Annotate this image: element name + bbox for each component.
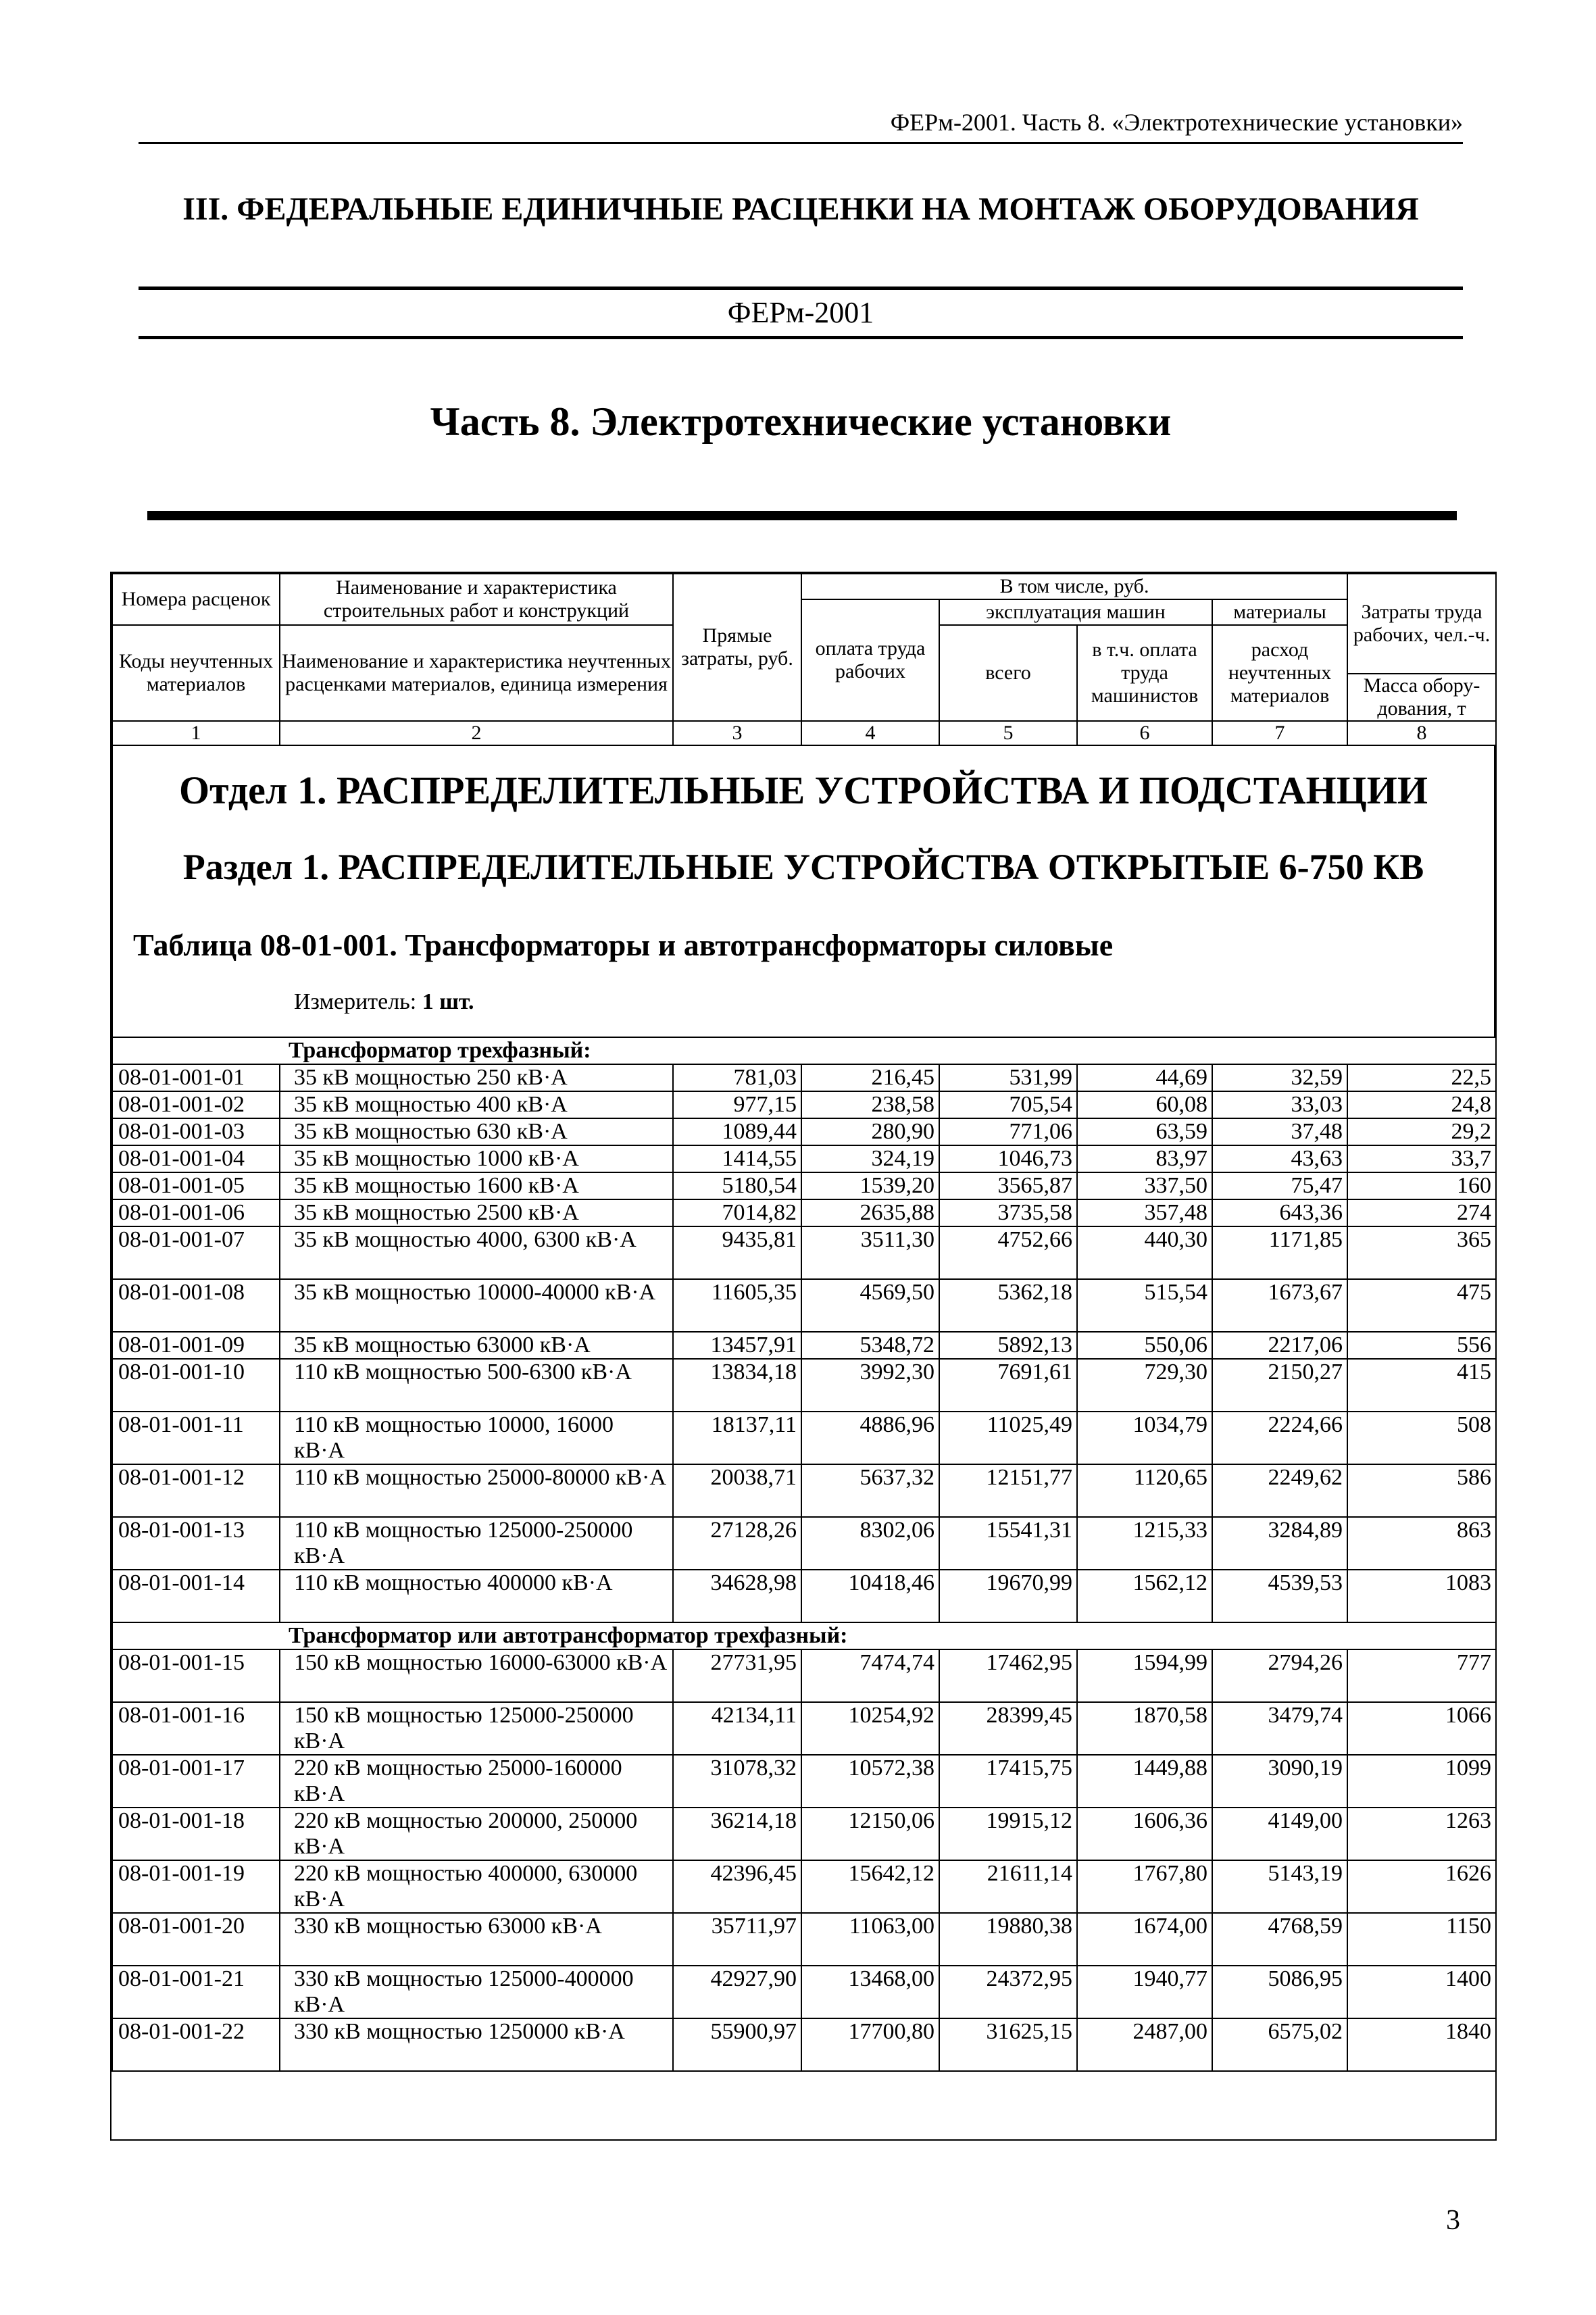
value-c8: 1400 xyxy=(1347,1966,1496,2018)
work-name: 330 кВ мощностью 63000 кВ·А xyxy=(280,1913,673,1966)
data-body xyxy=(112,1037,1496,2071)
work-name: 35 кВ мощностью 10000-40000 кВ·А xyxy=(280,1279,673,1332)
value-c5: 21611,14 xyxy=(939,1860,1077,1913)
value-c7: 3090,19 xyxy=(1212,1755,1347,1808)
table-row xyxy=(112,1570,1496,1622)
table-row xyxy=(112,1064,1496,1091)
value-c8: 274 xyxy=(1347,1199,1496,1226)
value-c8: 1840 xyxy=(1347,2018,1496,2071)
work-name: 220 кВ мощностью 400000, 630000 кВ·А xyxy=(280,1860,673,1913)
value-c6: 1120,65 xyxy=(1077,1464,1212,1517)
value-c3: 1089,44 xyxy=(673,1118,801,1145)
table-row xyxy=(112,1966,1496,2018)
value-c4: 8302,06 xyxy=(801,1517,939,1570)
value-c8: 777 xyxy=(1347,1649,1496,1702)
value-c8: 33,7 xyxy=(1347,1145,1496,1172)
value-c6: 1940,77 xyxy=(1077,1966,1212,2018)
value-c5: 28399,45 xyxy=(939,1702,1077,1755)
group-row xyxy=(112,1622,1496,1649)
value-c7: 43,63 xyxy=(1212,1145,1347,1172)
hdr-work-name: Наименование и характеристика строительных работ и конструкций xyxy=(280,574,673,625)
value-c4: 10254,92 xyxy=(801,1702,939,1755)
table-row xyxy=(112,1649,1496,1702)
hdr-num: 2 xyxy=(280,721,673,745)
value-c8: 863 xyxy=(1347,1517,1496,1570)
hdr-direct-costs: Прямые затраты, руб. xyxy=(673,574,801,721)
rate-code: 08-01-001-22 xyxy=(112,2018,280,2071)
table-row xyxy=(112,1199,1496,1226)
table-row xyxy=(112,1464,1496,1517)
work-name: 110 кВ мощностью 25000-80000 кВ·А xyxy=(280,1464,673,1517)
value-c8: 29,2 xyxy=(1347,1118,1496,1145)
table-row xyxy=(112,1118,1496,1145)
value-c8: 1263 xyxy=(1347,1808,1496,1860)
rate-code: 08-01-001-08 xyxy=(112,1279,280,1332)
value-c3: 27128,26 xyxy=(673,1517,801,1570)
hdr-num: 7 xyxy=(1212,721,1347,745)
value-c6: 83,97 xyxy=(1077,1145,1212,1172)
hdr-machines: эксплуатация машин xyxy=(939,599,1212,625)
value-c7: 2150,27 xyxy=(1212,1359,1347,1412)
table-row xyxy=(112,1412,1496,1464)
table-row xyxy=(112,1517,1496,1570)
value-c7: 4149,00 xyxy=(1212,1808,1347,1860)
rate-code: 08-01-001-16 xyxy=(112,1702,280,1755)
value-c7: 33,03 xyxy=(1212,1091,1347,1118)
value-c7: 1673,67 xyxy=(1212,1279,1347,1332)
rate-code: 08-01-001-04 xyxy=(112,1145,280,1172)
work-name: 220 кВ мощностью 25000-160000 кВ·А xyxy=(280,1755,673,1808)
hdr-material-consumption: расход неучтенных материалов xyxy=(1212,625,1347,721)
table-header xyxy=(111,573,1497,746)
rates-table xyxy=(110,572,1497,2141)
code-label: ФЕРм-2001 xyxy=(727,296,874,329)
value-c3: 27731,95 xyxy=(673,1649,801,1702)
value-c4: 5637,32 xyxy=(801,1464,939,1517)
hdr-material-name: Наименование и характеристика неучтенных расценками материалов, единица измерения xyxy=(280,625,673,721)
table-row xyxy=(112,1279,1496,1332)
value-c4: 2635,88 xyxy=(801,1199,939,1226)
hdr-worker-pay: оплата труда рабочих xyxy=(801,599,939,721)
value-c8: 586 xyxy=(1347,1464,1496,1517)
value-c7: 2794,26 xyxy=(1212,1649,1347,1702)
value-c8: 1150 xyxy=(1347,1913,1496,1966)
value-c6: 2487,00 xyxy=(1077,2018,1212,2071)
rate-code: 08-01-001-07 xyxy=(112,1226,280,1279)
value-c5: 17462,95 xyxy=(939,1649,1077,1702)
value-c6: 515,54 xyxy=(1077,1279,1212,1332)
value-c8: 1099 xyxy=(1347,1755,1496,1808)
value-c4: 4569,50 xyxy=(801,1279,939,1332)
value-c4: 10572,38 xyxy=(801,1755,939,1808)
table-row xyxy=(112,1172,1496,1199)
value-c6: 1594,99 xyxy=(1077,1649,1212,1702)
page-number: 3 xyxy=(1446,2205,1460,2236)
value-c7: 5143,19 xyxy=(1212,1860,1347,1913)
value-c3: 18137,11 xyxy=(673,1412,801,1464)
hdr-materials: материалы xyxy=(1212,599,1347,625)
hdr-machines-total: всего xyxy=(939,625,1077,721)
value-c3: 20038,71 xyxy=(673,1464,801,1517)
department-title: Отдел 1. РАСПРЕДЕЛИТЕЛЬНЫЕ УСТРОЙСТВА И ПОДСТАНЦИИ xyxy=(179,768,1428,812)
group-row xyxy=(112,1037,1496,1064)
unit-value: 1 шт. xyxy=(422,989,474,1014)
value-c3: 7014,82 xyxy=(673,1199,801,1226)
value-c8: 22,5 xyxy=(1347,1064,1496,1091)
value-c4: 12150,06 xyxy=(801,1808,939,1860)
value-c4: 13468,00 xyxy=(801,1966,939,2018)
value-c5: 24372,95 xyxy=(939,1966,1077,2018)
rate-code: 08-01-001-12 xyxy=(112,1464,280,1517)
rate-code: 08-01-001-20 xyxy=(112,1913,280,1966)
rate-code: 08-01-001-09 xyxy=(112,1332,280,1359)
value-c4: 238,58 xyxy=(801,1091,939,1118)
rate-code: 08-01-001-03 xyxy=(112,1118,280,1145)
value-c7: 4768,59 xyxy=(1212,1913,1347,1966)
value-c5: 31625,15 xyxy=(939,2018,1077,2071)
value-c8: 556 xyxy=(1347,1332,1496,1359)
value-c5: 15541,31 xyxy=(939,1517,1077,1570)
work-name: 35 кВ мощностью 1000 кВ·А xyxy=(280,1145,673,1172)
hdr-rate-numbers: Номера расценок xyxy=(112,574,280,625)
value-c3: 13457,91 xyxy=(673,1332,801,1359)
value-c6: 729,30 xyxy=(1077,1359,1212,1412)
rate-code: 08-01-001-06 xyxy=(112,1199,280,1226)
table-intro xyxy=(111,746,1495,1037)
work-name: 330 кВ мощностью 125000-400000 кВ·А xyxy=(280,1966,673,2018)
hdr-operator-pay: в т.ч. оплата труда машинистов xyxy=(1077,625,1212,721)
value-c7: 2249,62 xyxy=(1212,1464,1347,1517)
hdr-num: 5 xyxy=(939,721,1077,745)
work-name: 220 кВ мощностью 200000, 250000 кВ·А xyxy=(280,1808,673,1860)
value-c4: 3992,30 xyxy=(801,1359,939,1412)
value-c4: 216,45 xyxy=(801,1064,939,1091)
value-c3: 42396,45 xyxy=(673,1860,801,1913)
table-row xyxy=(112,1359,1496,1412)
value-c3: 1414,55 xyxy=(673,1145,801,1172)
value-c6: 1674,00 xyxy=(1077,1913,1212,1966)
rate-code: 08-01-001-13 xyxy=(112,1517,280,1570)
value-c5: 5892,13 xyxy=(939,1332,1077,1359)
value-c8: 1083 xyxy=(1347,1570,1496,1622)
table-row xyxy=(112,1145,1496,1172)
value-c3: 34628,98 xyxy=(673,1570,801,1622)
value-c6: 440,30 xyxy=(1077,1226,1212,1279)
rate-code: 08-01-001-15 xyxy=(112,1649,280,1702)
value-c6: 44,69 xyxy=(1077,1064,1212,1091)
value-c5: 5362,18 xyxy=(939,1279,1077,1332)
value-c8: 24,8 xyxy=(1347,1091,1496,1118)
value-c8: 160 xyxy=(1347,1172,1496,1199)
value-c7: 37,48 xyxy=(1212,1118,1347,1145)
value-c7: 75,47 xyxy=(1212,1172,1347,1199)
value-c7: 32,59 xyxy=(1212,1064,1347,1091)
hdr-num: 1 xyxy=(112,721,280,745)
value-c4: 11063,00 xyxy=(801,1913,939,1966)
value-c7: 3284,89 xyxy=(1212,1517,1347,1570)
work-name: 330 кВ мощностью 1250000 кВ·А xyxy=(280,2018,673,2071)
value-c5: 12151,77 xyxy=(939,1464,1077,1517)
value-c6: 63,59 xyxy=(1077,1118,1212,1145)
value-c8: 1626 xyxy=(1347,1860,1496,1913)
value-c3: 11605,35 xyxy=(673,1279,801,1332)
value-c4: 17700,80 xyxy=(801,2018,939,2071)
value-c5: 705,54 xyxy=(939,1091,1077,1118)
hdr-equipment-mass: Масса обору-дования, т xyxy=(1347,674,1496,721)
work-name: 110 кВ мощностью 10000, 16000 кВ·А xyxy=(280,1412,673,1464)
value-c4: 15642,12 xyxy=(801,1860,939,1913)
value-c6: 1767,80 xyxy=(1077,1860,1212,1913)
hdr-unaccounted-codes: Коды неучтенных материалов xyxy=(112,625,280,721)
hdr-num: 4 xyxy=(801,721,939,745)
value-c7: 3479,74 xyxy=(1212,1702,1347,1755)
section-title: Раздел 1. РАСПРЕДЕЛИТЕЛЬНЫЕ УСТРОЙСТВА ОТКРЫТЫЕ 6-750 КВ xyxy=(182,847,1424,887)
hdr-number-row xyxy=(112,721,1496,745)
work-name: 35 кВ мощностью 63000 кВ·А xyxy=(280,1332,673,1359)
work-name: 35 кВ мощностью 4000, 6300 кВ·А xyxy=(280,1226,673,1279)
value-c3: 31078,32 xyxy=(673,1755,801,1808)
value-c7: 5086,95 xyxy=(1212,1966,1347,2018)
value-c5: 1046,73 xyxy=(939,1145,1077,1172)
value-c8: 365 xyxy=(1347,1226,1496,1279)
table-row xyxy=(112,2018,1496,2071)
value-c5: 19670,99 xyxy=(939,1570,1077,1622)
value-c6: 1449,88 xyxy=(1077,1755,1212,1808)
value-c7: 2224,66 xyxy=(1212,1412,1347,1464)
work-name: 150 кВ мощностью 16000-63000 кВ·А xyxy=(280,1649,673,1702)
main-title: III. ФЕДЕРАЛЬНЫЕ ЕДИНИЧНЫЕ РАСЦЕНКИ НА МОНТАЖ ОБОРУДОВАНИЯ xyxy=(182,191,1419,227)
value-c8: 475 xyxy=(1347,1279,1496,1332)
value-c4: 4886,96 xyxy=(801,1412,939,1464)
value-c3: 5180,54 xyxy=(673,1172,801,1199)
value-c6: 550,06 xyxy=(1077,1332,1212,1359)
work-name: 150 кВ мощностью 125000-250000 кВ·А xyxy=(280,1702,673,1755)
value-c7: 643,36 xyxy=(1212,1199,1347,1226)
value-c8: 415 xyxy=(1347,1359,1496,1412)
running-header: ФЕРм-2001. Часть 8. «Электротехнические установки» xyxy=(139,108,1463,144)
value-c5: 531,99 xyxy=(939,1064,1077,1091)
value-c4: 3511,30 xyxy=(801,1226,939,1279)
value-c5: 17415,75 xyxy=(939,1755,1077,1808)
rate-code: 08-01-001-14 xyxy=(112,1570,280,1622)
hdr-num: 8 xyxy=(1347,721,1496,745)
rate-code: 08-01-001-05 xyxy=(112,1172,280,1199)
table-row xyxy=(112,1226,1496,1279)
value-c4: 7474,74 xyxy=(801,1649,939,1702)
work-name: 110 кВ мощностью 125000-250000 кВ·А xyxy=(280,1517,673,1570)
value-c5: 3735,58 xyxy=(939,1199,1077,1226)
table-row xyxy=(112,1091,1496,1118)
value-c7: 1171,85 xyxy=(1212,1226,1347,1279)
value-c3: 55900,97 xyxy=(673,2018,801,2071)
hdr-including: В том числе, руб. xyxy=(801,574,1347,599)
work-name: 110 кВ мощностью 500-6300 кВ·А xyxy=(280,1359,673,1412)
value-c6: 357,48 xyxy=(1077,1199,1212,1226)
value-c4: 5348,72 xyxy=(801,1332,939,1359)
value-c4: 280,90 xyxy=(801,1118,939,1145)
value-c3: 781,03 xyxy=(673,1064,801,1091)
group-title: Трансформатор трехфазный: xyxy=(112,1037,1496,1064)
hdr-num: 3 xyxy=(673,721,801,745)
value-c4: 324,19 xyxy=(801,1145,939,1172)
rate-code: 08-01-001-01 xyxy=(112,1064,280,1091)
value-c7: 2217,06 xyxy=(1212,1332,1347,1359)
value-c5: 11025,49 xyxy=(939,1412,1077,1464)
work-name: 35 кВ мощностью 630 кВ·А xyxy=(280,1118,673,1145)
rate-code: 08-01-001-10 xyxy=(112,1359,280,1412)
work-name: 35 кВ мощностью 400 кВ·А xyxy=(280,1091,673,1118)
value-c5: 7691,61 xyxy=(939,1359,1077,1412)
value-c6: 337,50 xyxy=(1077,1172,1212,1199)
rate-code: 08-01-001-02 xyxy=(112,1091,280,1118)
hdr-labor-hours: Затраты труда рабочих, чел.-ч. xyxy=(1347,574,1496,674)
part-title: Часть 8. Электротехнические установки xyxy=(430,399,1172,444)
group-title: Трансформатор или автотрансформатор трехфазный: xyxy=(112,1622,1496,1649)
value-c6: 1034,79 xyxy=(1077,1412,1212,1464)
value-c3: 42134,11 xyxy=(673,1702,801,1755)
rate-code: 08-01-001-18 xyxy=(112,1808,280,1860)
value-c6: 1562,12 xyxy=(1077,1570,1212,1622)
work-name: 110 кВ мощностью 400000 кВ·А xyxy=(280,1570,673,1622)
divider-rule xyxy=(147,511,1457,520)
value-c6: 1215,33 xyxy=(1077,1517,1212,1570)
rate-code: 08-01-001-11 xyxy=(112,1412,280,1464)
unit-line xyxy=(294,989,474,1015)
rate-code: 08-01-001-17 xyxy=(112,1755,280,1808)
rate-code: 08-01-001-19 xyxy=(112,1860,280,1913)
table-row xyxy=(112,1860,1496,1913)
table-row xyxy=(112,1808,1496,1860)
value-c3: 35711,97 xyxy=(673,1913,801,1966)
value-c3: 42927,90 xyxy=(673,1966,801,2018)
table-row xyxy=(112,1755,1496,1808)
rate-code: 08-01-001-21 xyxy=(112,1966,280,2018)
value-c5: 19915,12 xyxy=(939,1808,1077,1860)
value-c3: 36214,18 xyxy=(673,1808,801,1860)
table-row xyxy=(112,1913,1496,1966)
work-name: 35 кВ мощностью 1600 кВ·А xyxy=(280,1172,673,1199)
table-title: Таблица 08-01-001. Трансформаторы и автотрансформаторы силовые xyxy=(133,928,1114,962)
value-c6: 60,08 xyxy=(1077,1091,1212,1118)
work-name: 35 кВ мощностью 250 кВ·А xyxy=(280,1064,673,1091)
unit-label: Измеритель: xyxy=(294,989,422,1014)
hdr-num: 6 xyxy=(1077,721,1212,745)
value-c8: 508 xyxy=(1347,1412,1496,1464)
value-c7: 6575,02 xyxy=(1212,2018,1347,2071)
value-c5: 19880,38 xyxy=(939,1913,1077,1966)
value-c6: 1606,36 xyxy=(1077,1808,1212,1860)
table-row xyxy=(112,1702,1496,1755)
work-name: 35 кВ мощностью 2500 кВ·А xyxy=(280,1199,673,1226)
value-c8: 1066 xyxy=(1347,1702,1496,1755)
value-c5: 4752,66 xyxy=(939,1226,1077,1279)
value-c3: 977,15 xyxy=(673,1091,801,1118)
value-c7: 4539,53 xyxy=(1212,1570,1347,1622)
value-c3: 9435,81 xyxy=(673,1226,801,1279)
value-c5: 771,06 xyxy=(939,1118,1077,1145)
code-band xyxy=(139,287,1463,339)
value-c4: 10418,46 xyxy=(801,1570,939,1622)
value-c5: 3565,87 xyxy=(939,1172,1077,1199)
value-c3: 13834,18 xyxy=(673,1359,801,1412)
table-row xyxy=(112,1332,1496,1359)
value-c6: 1870,58 xyxy=(1077,1702,1212,1755)
data-table xyxy=(111,1037,1497,2072)
value-c4: 1539,20 xyxy=(801,1172,939,1199)
